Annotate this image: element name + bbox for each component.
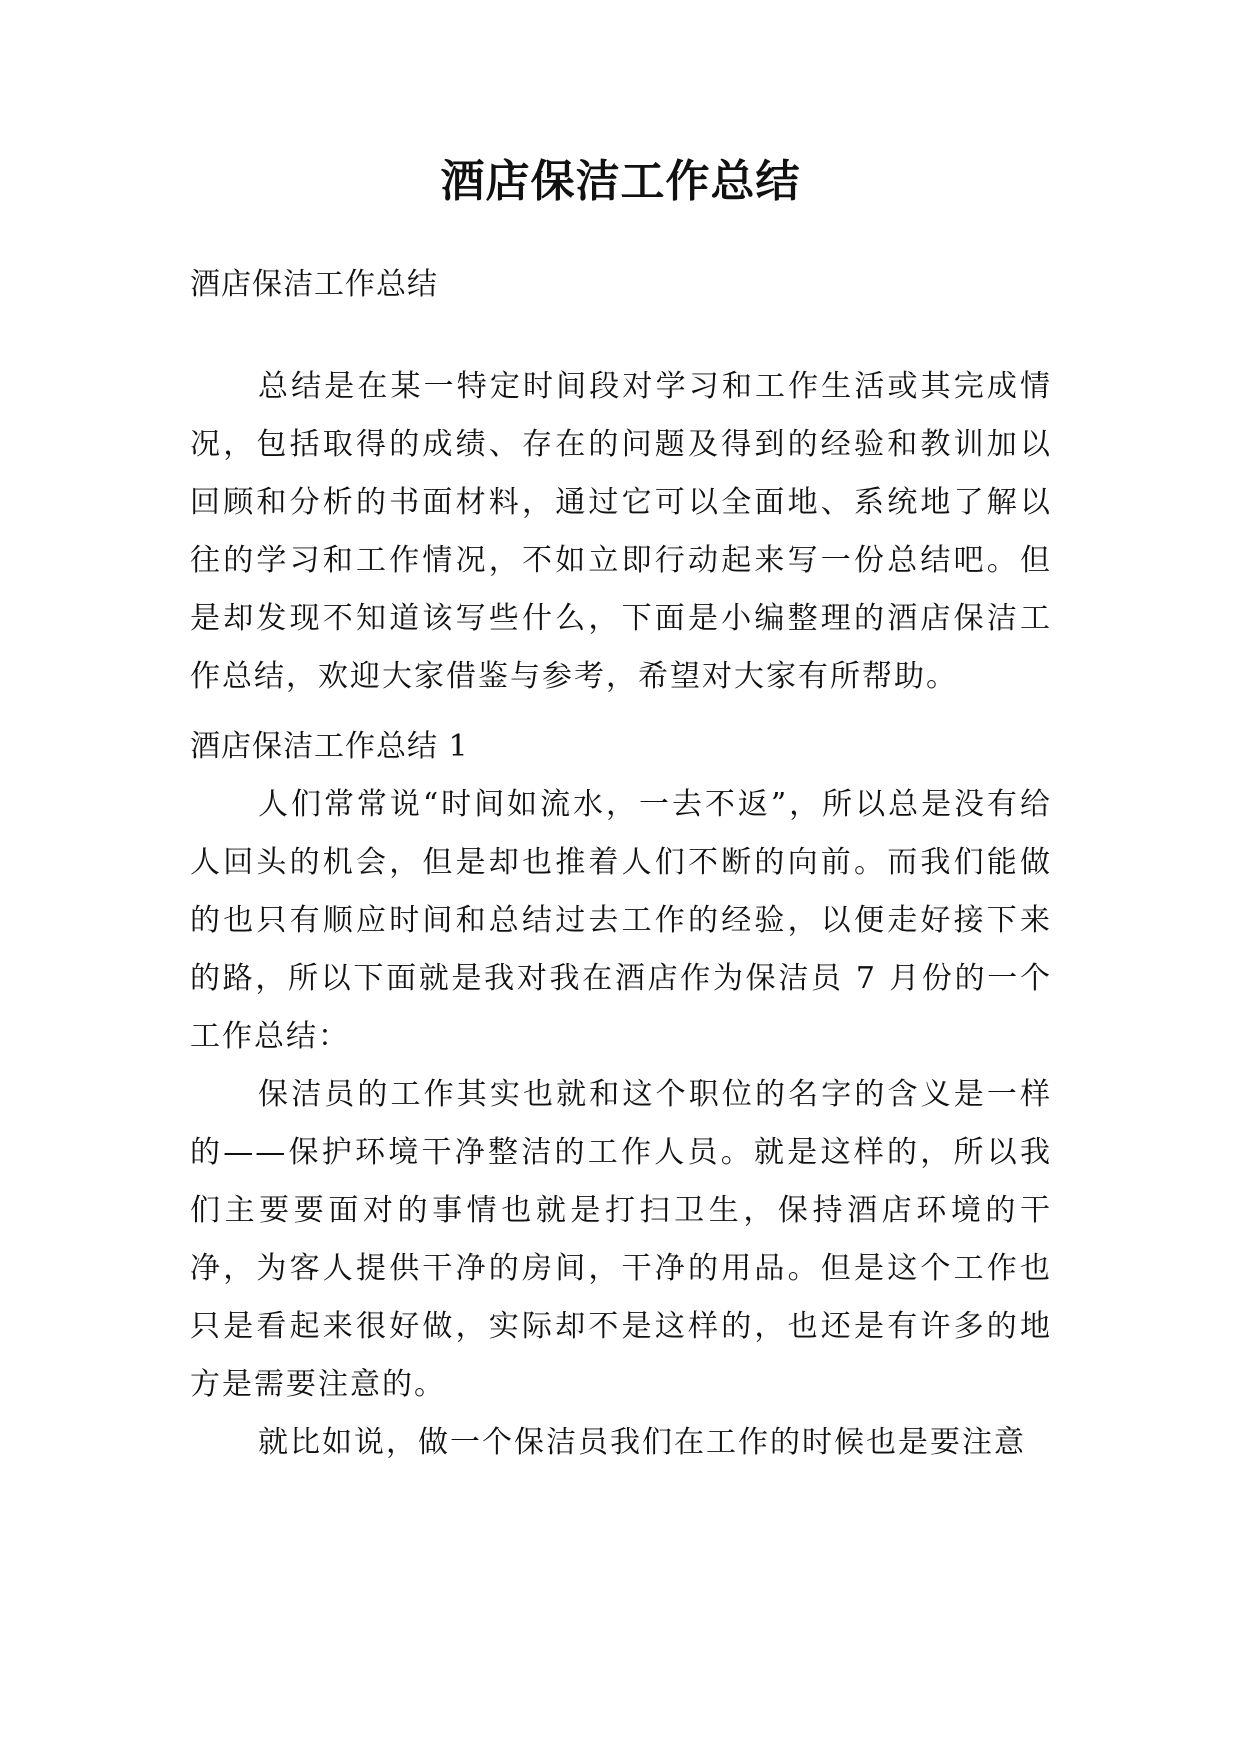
- section-1-paragraph-3: 就比如说，做一个保洁员我们在工作的时候也是要注意: [258, 1425, 1026, 1460]
- section-1-paragraph-2: 保洁员的工作其实也就和这个职位的名字的含义是一样的——保护环境干净整洁的工作人员。就是这样的，所以我们主要要面对的事情也就是打扫卫生，保持酒店环境的干净，为客人提供干净的房间，干净的用品。但是这个工作也只是看起来很好做，实际却不是这样的，也还是有许多的地方是需要注意的。: [190, 1077, 1052, 1402]
- intro-paragraph: 总结是在某一特定时间段对学习和工作生活或其完成情况，包括取得的成绩、存在的问题及得到的经验和教训加以回顾和分析的书面材料，通过它可以全面地、系统地了解以往的学习和工作情况，不如立即行动起来写一份总结吧。但是却发现不知道该写些什么，下面是小编整理的酒店保洁工作总结，欢迎大家借鉴与参考，希望对大家有所帮助。: [190, 369, 1052, 694]
- document-subtitle: 酒店保洁工作总结: [190, 267, 438, 302]
- section-1-heading: 酒店保洁工作总结 1: [190, 729, 469, 764]
- section-1-paragraph-1: 人们常常说“时间如流水，一去不返”，所以总是没有给人回头的机会，但是却也推着人们不断的向前。而我们能做的也只有顺应时间和总结过去工作的经验，以便走好接下来的路，所以下面就是我对我在酒店作为保洁员 7 月份的一个工作总结：: [190, 787, 1052, 1054]
- document-title: 酒店保洁工作总结: [440, 156, 801, 207]
